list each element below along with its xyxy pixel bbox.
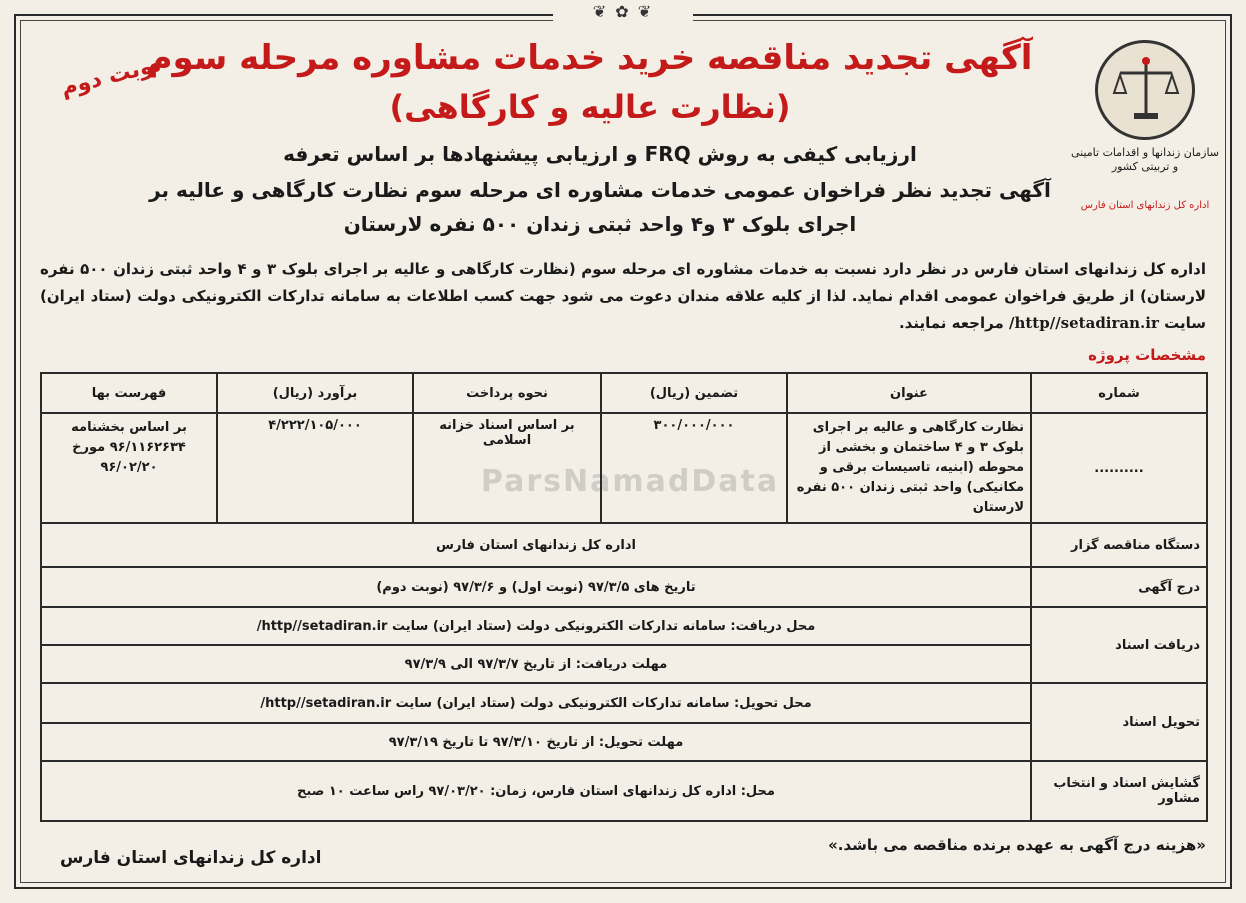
cell-title: نظارت کارگاهی و عالیه بر اجرای بلوک ۳ و ۴ ساختمان و بخشی از محوطه (ابنیه، تاسیسات برقی و مکانیکی) واحد ثبتی زندان ۵۰۰ نفره لارستان [787, 413, 1031, 523]
label-deliver: تحویل اسناد [1031, 683, 1207, 761]
spec-heading: مشخصات پروژه [1088, 346, 1206, 364]
detail-row-deliver-place [41, 683, 1207, 723]
footer-organization: اداره کل زندانهای استان فارس [60, 848, 322, 868]
value-receive-deadline: مهلت دریافت: از تاریخ ۹۷/۳/۷ الی ۹۷/۳/۹ [41, 645, 1031, 683]
setadiran-link[interactable]: http//setadiran.ir/ [1008, 314, 1159, 332]
cell-guarantee: ۳۰۰/۰۰۰/۰۰۰ [601, 413, 787, 523]
cell-price-list: بر اساس بخشنامه ۹۶/۱۱۶۲۶۳۴ مورخ ۹۶/۰۲/۲۰ [41, 413, 217, 523]
organization-logo [1070, 40, 1220, 220]
intro-paragraph [40, 256, 1206, 337]
cell-payment: بر اساس اسناد خزانه اسلامی [413, 413, 601, 523]
value-opening: محل: اداره کل زندانهای استان فارس، زمان: ۹۷/۰۳/۲۰ راس ساعت ۱۰ صبح [41, 761, 1031, 821]
top-ornament-icon: ❦ ✿ ❦ [553, 2, 693, 24]
label-tenderer: دستگاه مناقصه گزار [1031, 523, 1207, 567]
table-header-row [41, 373, 1207, 413]
logo-org-text: سازمان زندانها و اقدامات تامینی و تربیتی کشور [1070, 146, 1220, 173]
project-spec-table [40, 372, 1208, 822]
detail-row-receive-place [41, 607, 1207, 645]
footer-cost-note: «هزینه درج آگهی به عهده برنده مناقصه می باشد.» [828, 836, 1206, 854]
round-badge: نوبت دوم [58, 51, 164, 102]
table-row [41, 413, 1207, 523]
main-subtitle: (نظارت عالیه و کارگاهی) [389, 88, 791, 126]
detail-row-tenderer [41, 523, 1207, 567]
intro-after-link: مراجعه نمایند. [898, 314, 1004, 332]
watermark: ParsNamadData [480, 464, 780, 499]
label-publication: درج آگهی [1031, 567, 1207, 607]
value-tenderer: اداره کل زندانهای استان فارس [41, 523, 1031, 567]
label-opening: گشایش اسناد و انتخاب مشاور [1031, 761, 1207, 821]
header-guarantee: تضمین (ریال) [601, 373, 787, 413]
scales-of-justice-icon [1095, 40, 1195, 140]
header-estimate: برآورد (ریال) [217, 373, 413, 413]
project-line: اجرای بلوک ۳ و۴ واحد ثبتی زندان ۵۰۰ نفره لارستان [343, 212, 857, 236]
evaluation-line: ارزیابی کیفی به روش FRQ و ارزیابی پیشنهادها بر اساس تعرفه [283, 142, 917, 166]
detail-row-publication [41, 567, 1207, 607]
revision-line: آگهی تجدید نظر فراخوان عمومی خدمات مشاوره ای مرحله سوم نظارت کارگاهی و عالیه بر [149, 178, 1051, 202]
cell-estimate: ۴/۲۲۲/۱۰۵/۰۰۰ [217, 413, 413, 523]
value-publication: تاریخ های ۹۷/۳/۵ (نوبت اول) و ۹۷/۳/۶ (نوبت دوم) [41, 567, 1031, 607]
header-payment: نحوه پرداخت [413, 373, 601, 413]
detail-row-opening [41, 761, 1207, 821]
intro-text: اداره کل زندانهای استان فارس در نظر دارد نسبت به خدمات مشاوره ای مرحله سوم (نظارت کارگاهی و عالیه بر اجرای بلوک ۳ و ۴ واحد ثبتی زندان ۵۰۰ نفره لارستان) از طریق فراخوان عمومی اقدام نماید. لذا از کلیه علاقه مندان دعوت می شود جهت کسب اطلاعات به سامانه تدارکات الکترونیکی دولت (ستاد ایران) سایت [40, 260, 1206, 332]
value-deliver-deadline: مهلت تحویل: از تاریخ ۹۷/۳/۱۰ تا تاریخ ۹۷/۳/۱۹ [41, 723, 1031, 761]
header-title: عنوان [787, 373, 1031, 413]
logo-caption: اداره کل زندانهای استان فارس [1080, 200, 1210, 211]
cell-number: .......... [1031, 413, 1207, 523]
main-title: آگهی تجدید مناقصه خرید خدمات مشاوره مرحله سوم [147, 38, 1033, 78]
label-receive: دریافت اسناد [1031, 607, 1207, 683]
header-number: شماره [1031, 373, 1207, 413]
header-price-list: فهرست بها [41, 373, 217, 413]
value-deliver-place: محل تحویل: سامانه تدارکات الکترونیکی دولت (ستاد ایران) سایت http//setadiran.ir/ [41, 683, 1031, 723]
value-receive-place: محل دریافت: سامانه تدارکات الکترونیکی دولت (ستاد ایران) سایت http//setadiran.ir/ [41, 607, 1031, 645]
